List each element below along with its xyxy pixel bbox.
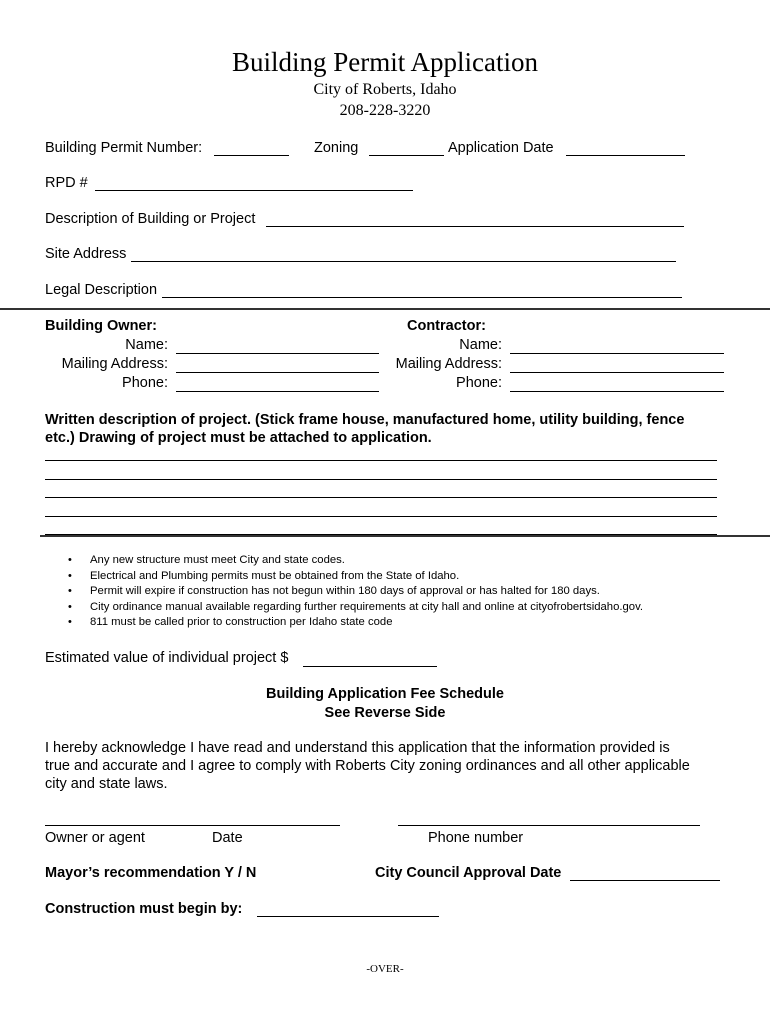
acknowledgment-line3: city and state laws. xyxy=(45,776,168,792)
site-address-field[interactable] xyxy=(131,261,676,262)
zoning-label: Zoning xyxy=(314,140,359,156)
construction-begin-field[interactable] xyxy=(257,916,439,917)
mayor-recommendation: Mayor’s recommendation Y / N xyxy=(45,865,257,881)
estimated-value-label: Estimated value of individual project xyxy=(45,650,277,666)
owner-signature-field[interactable] xyxy=(45,825,340,826)
council-approval-field[interactable] xyxy=(570,880,720,881)
requirements-list xyxy=(66,553,746,631)
contractor-name-label: Name: xyxy=(459,337,502,353)
written-description-line1: Written description of project. (Stick frame house, manufactured home, utility building, fence xyxy=(45,412,685,428)
owner-phone-field[interactable] xyxy=(176,391,379,392)
permit-number-field[interactable] xyxy=(214,155,289,156)
zoning-field[interactable] xyxy=(369,155,444,156)
list-item: • Permit will expire if construction has not begun within 180 days of approval or has halted for 180 days. xyxy=(68,585,600,598)
currency-symbol: $ xyxy=(280,650,289,666)
phone-number-label: Phone number xyxy=(428,830,524,846)
contractor-phone-field[interactable] xyxy=(510,391,724,392)
phone-number-field[interactable] xyxy=(398,825,700,826)
contractor-name-field[interactable] xyxy=(510,353,724,354)
owner-mailing-field[interactable] xyxy=(176,372,379,373)
written-description-field-1[interactable] xyxy=(45,460,717,461)
rpd-label: RPD # xyxy=(45,175,88,191)
owner-name-field[interactable] xyxy=(176,353,379,354)
rpd-field[interactable] xyxy=(95,190,413,191)
legal-description-field[interactable] xyxy=(162,297,682,298)
site-address-label: Site Address xyxy=(45,246,127,262)
acknowledgment-line1: I hereby acknowledge I have read and understand this application that the information provided is xyxy=(45,740,670,756)
application-date-label: Application Date xyxy=(448,140,554,156)
page-title: Building Permit Application xyxy=(232,47,538,77)
section-divider-2 xyxy=(40,535,770,537)
estimated-value-field[interactable] xyxy=(303,666,437,667)
written-description-field-2[interactable] xyxy=(45,479,717,480)
acknowledgment-line2: true and accurate and I agree to comply with Roberts City zoning ordinances and all other applicable xyxy=(45,758,690,774)
council-approval-label: City Council Approval Date xyxy=(375,865,562,881)
list-item: • City ordinance manual available regarding further requirements at city hall and online at cityofrobertsidaho.gov. xyxy=(68,600,644,613)
contractor-mailing-label: Mailing Address: xyxy=(395,356,502,372)
signature-date-label: Date xyxy=(212,830,243,846)
city-phone: 208-228-3220 xyxy=(339,102,431,119)
written-description-field-4[interactable] xyxy=(45,516,717,517)
owner-phone-label: Phone: xyxy=(122,375,168,391)
construction-begin-label: Construction must begin by: xyxy=(45,901,243,917)
written-description-line2: etc.) Drawing of project must be attached to application. xyxy=(45,430,432,446)
contractor-mailing-field[interactable] xyxy=(510,372,724,373)
application-date-field[interactable] xyxy=(566,155,685,156)
section-divider xyxy=(0,308,770,310)
fee-schedule-note: See Reverse Side xyxy=(324,705,446,721)
owner-name-label: Name: xyxy=(125,337,168,353)
description-field[interactable] xyxy=(266,226,684,227)
owner-agent-label: Owner or agent xyxy=(45,830,145,846)
fee-schedule-heading: Building Application Fee Schedule xyxy=(266,686,504,702)
over-indicator: -OVER- xyxy=(366,963,404,975)
written-description-field-3[interactable] xyxy=(45,497,717,498)
owner-heading: Building Owner: xyxy=(45,318,157,334)
legal-description-label: Legal Description xyxy=(45,282,158,298)
list-item: • 811 must be called prior to construction per Idaho state code xyxy=(68,616,393,629)
list-item: • Any new structure must meet City and state codes. xyxy=(68,554,345,566)
contractor-phone-label: Phone: xyxy=(456,375,502,391)
list-item: • Electrical and Plumbing permits must be obtained from the State of Idaho. xyxy=(68,569,460,582)
owner-mailing-label: Mailing Address: xyxy=(61,356,168,372)
description-label: Description of Building or Project xyxy=(45,211,256,227)
contractor-heading: Contractor: xyxy=(407,318,486,334)
permit-number-label: Building Permit Number: xyxy=(45,140,203,156)
city-name: City of Roberts, Idaho xyxy=(313,81,457,98)
